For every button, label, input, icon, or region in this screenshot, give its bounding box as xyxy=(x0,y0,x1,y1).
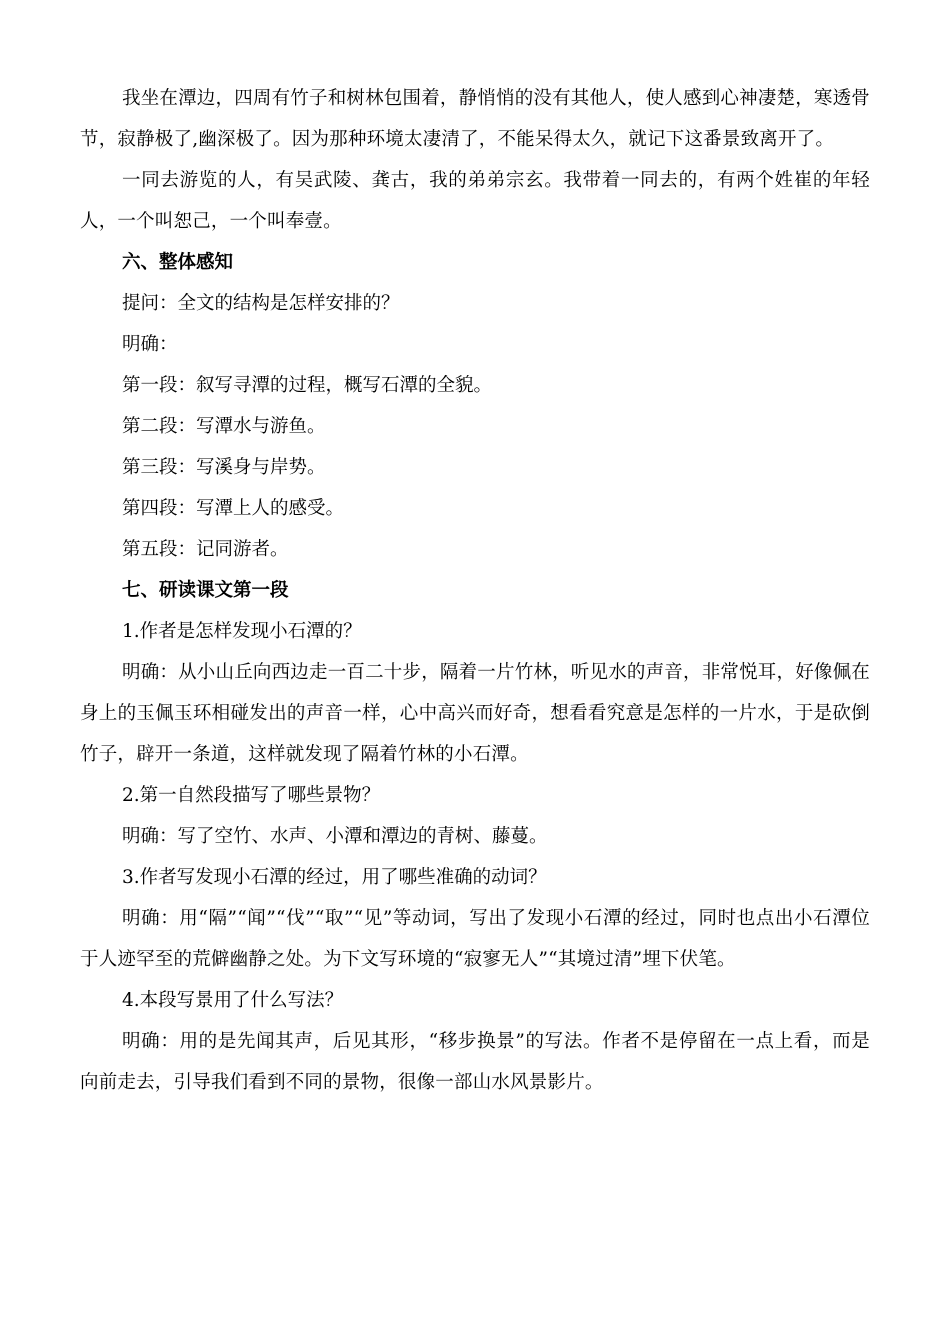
segment-1: 第一段：叙写寻潭的过程，概写石潭的全貌。 xyxy=(122,375,493,396)
segment-2: 第二段：写潭水与游鱼。 xyxy=(122,416,326,437)
answer-3: 明确：用“隔”“闻”“伐”“取”“见”等动词，写出了发现小石潭的经过，同时也点出小石潭位于人迹罕至的荒僻幽静之处。为下文写环境的“寂寥无人”“其境过清”埋下伏笔。 xyxy=(80,908,870,970)
segment-4: 第四段：写潭上人的感受。 xyxy=(122,498,345,519)
question-1: 1.作者是怎样发现小石潭的？ xyxy=(122,621,362,642)
section-heading-study: 七、研读课文第一段 xyxy=(122,580,289,601)
segment-5: 第五段：记同游者。 xyxy=(122,539,289,560)
paragraph-companions: 一同去游览的人，有吴武陵、龚古，我的弟弟宗玄。我带着一同去的，有两个姓崔的年轻人，一个叫恕己，一个叫奉壹。 xyxy=(80,170,870,232)
section-heading-overall: 六、整体感知 xyxy=(122,252,234,273)
question-2: 2.第一自然段描写了哪些景物？ xyxy=(122,785,381,806)
question-4: 4.本段写景用了什么写法？ xyxy=(122,990,344,1011)
question-3: 3.作者写发现小石潭的经过，用了哪些准确的动词？ xyxy=(122,867,547,888)
answer-2: 明确：写了空竹、水声、小潭和潭边的青树、藤蔓。 xyxy=(122,826,548,847)
question-structure: 提问：全文的结构是怎样安排的？ xyxy=(122,293,400,314)
answer-label: 明确： xyxy=(122,334,178,355)
paragraph-feeling: 我坐在潭边，四周有竹子和树林包围着，静悄悄的没有其他人，使人感到心神凄楚，寒透骨节，寂静极了,幽深极了。因为那种环境太凄清了，不能呆得太久，就记下这番景致离开了。 xyxy=(80,88,871,150)
answer-1: 明确：从小山丘向西边走一百二十步，隔着一片竹林，听见水的声音，非常悦耳，好像佩在身上的玉佩玉环相碰发出的声音一样，心中高兴而好奇，想看看究意是怎样的一片水，于是砍倒竹子，辟开一条道，这样就发现了隔着竹林的小石潭。 xyxy=(80,662,871,765)
answer-4: 明确：用的是先闻其声，后见其形，“移步换景”的写法。作者不是停留在一点上看，而是向前走去，引导我们看到不同的景物，很像一部山水风景影片。 xyxy=(80,1031,870,1093)
document-body xyxy=(80,78,870,1103)
segment-3: 第三段：写溪身与岸势。 xyxy=(122,457,326,478)
